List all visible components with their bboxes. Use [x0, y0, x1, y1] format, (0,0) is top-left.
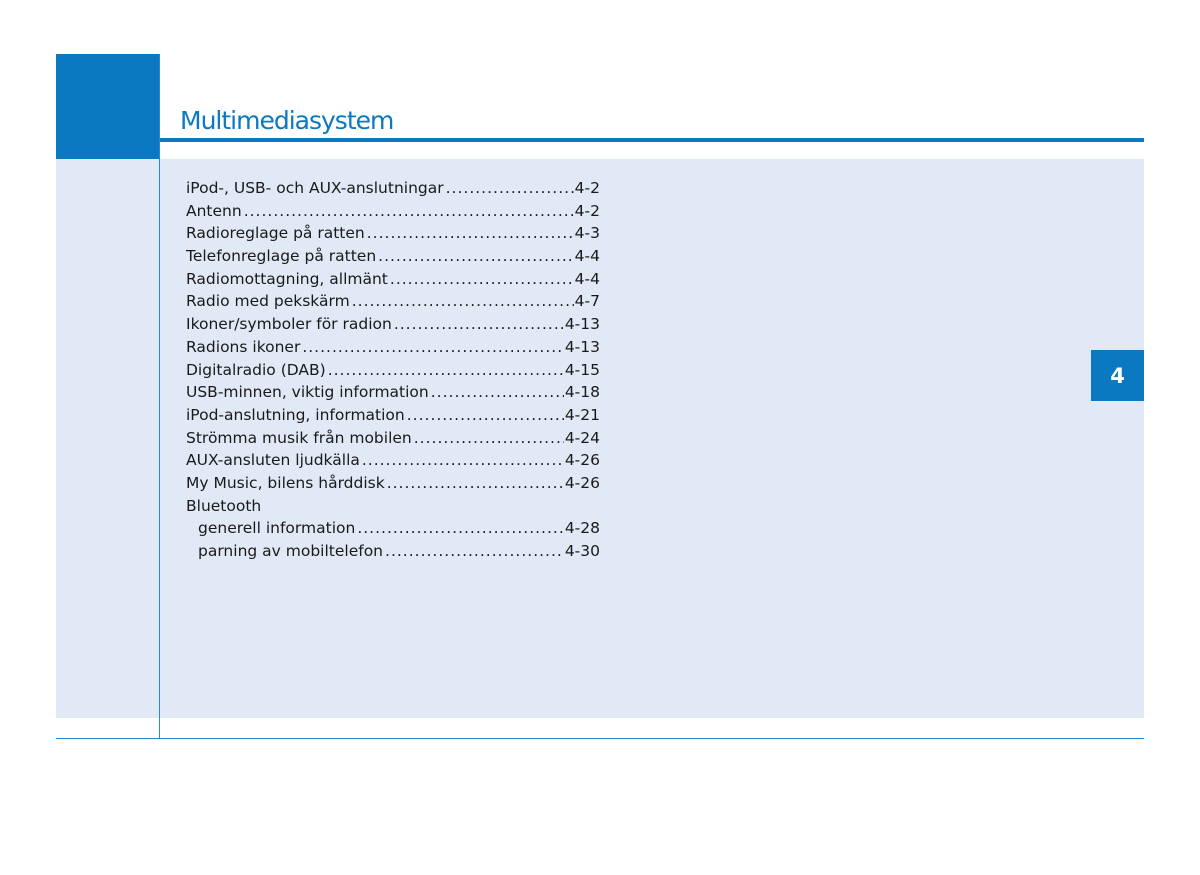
toc-dot-leader	[352, 290, 574, 313]
toc-entry-page: 4-4	[574, 247, 600, 266]
chapter-corner-block	[56, 54, 160, 159]
toc-entry-page: 4-13	[564, 337, 600, 356]
toc-entry-label: generell information	[198, 519, 356, 538]
toc-dot-leader	[302, 336, 563, 359]
toc-subentry-generell-information[interactable]	[186, 517, 600, 540]
toc-entry-label: USB-minnen, viktig information	[186, 383, 429, 402]
toc-entry-label: Radioreglage på ratten	[186, 224, 365, 243]
chapter-tab	[1091, 350, 1144, 401]
toc-entry-page: 4-15	[564, 360, 600, 379]
toc-entry-label: Telefonreglage på ratten	[186, 247, 377, 266]
toc-entry-label: My Music, bilens hårddisk	[186, 473, 385, 492]
toc-dot-leader	[414, 427, 564, 450]
toc-dot-leader	[407, 404, 564, 427]
toc-entry-label: Radions ikoner	[186, 337, 301, 356]
toc-entry-page: 4-7	[574, 292, 600, 311]
toc-entry-page: 4-2	[574, 179, 600, 197]
toc-entry-aux-ljudkalla[interactable]	[186, 449, 600, 472]
title-underline	[160, 138, 1144, 142]
toc-dot-leader	[446, 177, 574, 200]
toc-dot-leader	[390, 268, 574, 291]
toc-entry-radio-pekskarm[interactable]	[186, 290, 600, 313]
toc-dot-leader	[357, 517, 564, 540]
toc-entry-label: Radiomottagning, allmänt	[186, 269, 388, 288]
toc-entry-page: 4-30	[564, 542, 600, 560]
toc-entry-label: Ikoner/symboler för radion	[186, 315, 392, 334]
toc-entry-radiomottagning[interactable]	[186, 268, 600, 291]
toc-entry-my-music[interactable]	[186, 472, 600, 495]
toc-entry-radioreglage[interactable]	[186, 222, 600, 245]
toc-entry-ikoner-symboler[interactable]	[186, 313, 600, 336]
toc-dot-leader	[431, 381, 564, 404]
toc-entry-label: iPod-, USB- och AUX-anslutningar	[186, 179, 444, 197]
toc-dot-leader	[244, 200, 574, 223]
toc-entry-label: Digitalradio (DAB)	[186, 360, 326, 379]
toc-entry-label: iPod-anslutning, information	[186, 405, 405, 424]
chapter-tab-number: 4	[1110, 363, 1125, 388]
toc-dot-leader	[367, 222, 574, 245]
toc-entry-page: 4-13	[564, 315, 600, 334]
table-of-contents	[186, 177, 600, 563]
toc-dot-leader	[328, 359, 564, 382]
toc-entry-label: Radio med pekskärm	[186, 292, 350, 311]
toc-entry-page: 4-4	[574, 269, 600, 288]
toc-entry-radions-ikoner[interactable]	[186, 336, 600, 359]
toc-entry-stromma-musik[interactable]	[186, 427, 600, 450]
toc-entry-digitalradio[interactable]	[186, 359, 600, 382]
toc-entry-page: 4-26	[564, 473, 600, 492]
toc-dot-leader	[378, 245, 574, 268]
toc-entry-ipod-usb-aux[interactable]	[186, 177, 600, 200]
toc-entry-page: 4-24	[564, 428, 600, 447]
toc-entry-ipod-anslutning[interactable]	[186, 404, 600, 427]
toc-entry-label: Strömma musik från mobilen	[186, 428, 412, 447]
toc-dot-leader	[387, 472, 564, 495]
toc-dot-leader	[394, 313, 564, 336]
toc-entry-label: AUX-ansluten ljudkälla	[186, 451, 360, 470]
toc-entry-bluetooth	[186, 495, 600, 518]
toc-entry-label: parning av mobiltelefon	[198, 542, 384, 560]
toc-dot-leader	[362, 449, 564, 472]
footer-divider	[56, 738, 1144, 739]
toc-entry-page: 4-26	[564, 451, 600, 470]
toc-entry-label: Bluetooth	[186, 496, 262, 515]
toc-entry-label: Antenn	[186, 201, 242, 220]
toc-entry-page: 4-3	[574, 224, 600, 243]
toc-entry-page: 4-18	[564, 383, 600, 402]
toc-entry-page: 4-28	[564, 519, 600, 538]
margin-divider	[159, 54, 160, 739]
toc-subentry-parning-mobiltelefon[interactable]	[186, 540, 600, 563]
toc-entry-usb-minnen[interactable]	[186, 381, 600, 404]
toc-entry-telefonreglage[interactable]	[186, 245, 600, 268]
toc-entry-page: 4-21	[564, 405, 600, 424]
toc-entry-page: 4-2	[574, 201, 600, 220]
toc-entry-antenn[interactable]	[186, 200, 600, 223]
chapter-title: Multimediasystem	[180, 106, 394, 135]
toc-dot-leader	[385, 540, 564, 563]
